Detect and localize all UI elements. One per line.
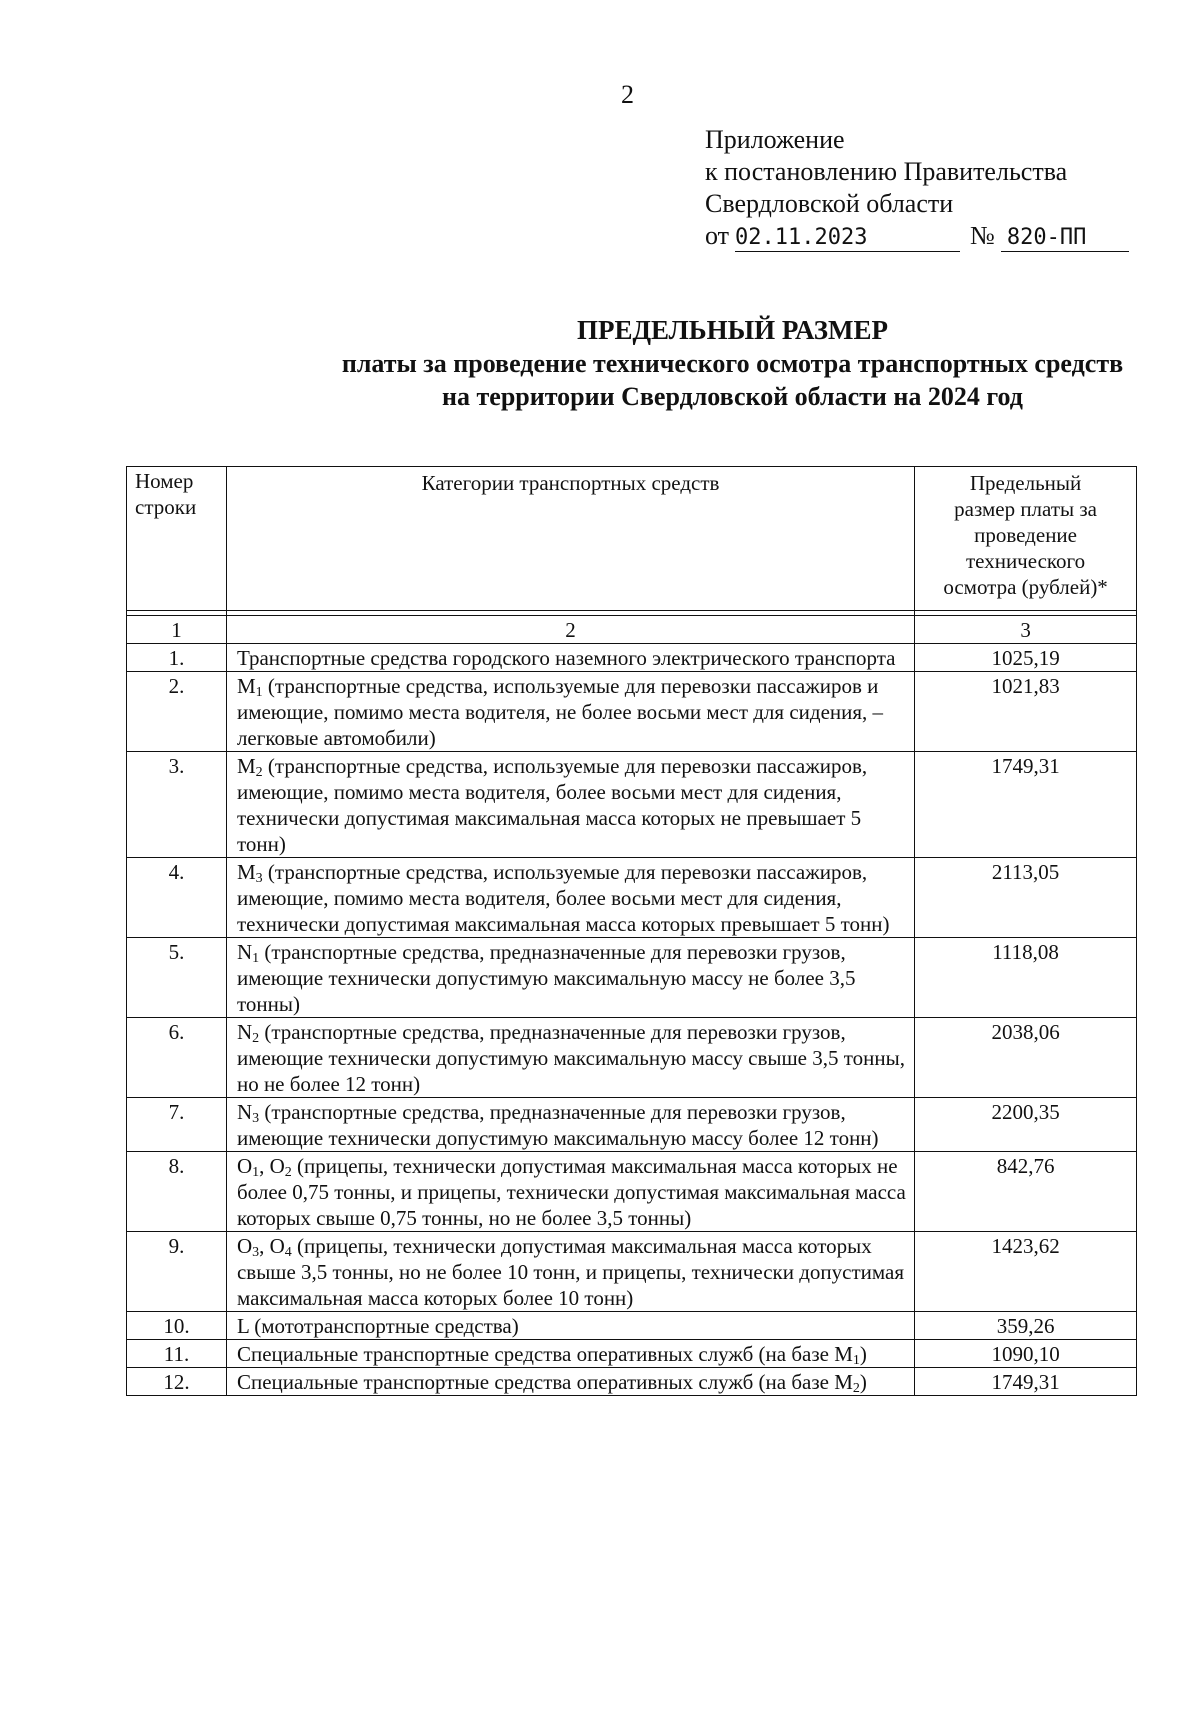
table-row: [127, 1312, 1137, 1340]
column-number-row: [127, 616, 1137, 644]
row-number: 6.: [127, 1018, 227, 1098]
table-row: [127, 858, 1137, 938]
row-fee: 1090,10: [915, 1340, 1137, 1368]
row-category: L (мототранспортные средства): [226, 1312, 914, 1340]
header-fee-line-5: осмотра (рублей)*: [943, 575, 1108, 599]
row-fee: 1021,83: [915, 672, 1137, 752]
row-fee: 2200,35: [915, 1098, 1137, 1152]
row-fee: 1118,08: [915, 938, 1137, 1018]
column-number-3: 3: [915, 616, 1137, 644]
header-row-number: [127, 467, 227, 611]
date-prefix: от: [705, 221, 730, 250]
appendix-title: Приложение: [705, 125, 845, 154]
table-header-row: [127, 467, 1137, 611]
header-num-line-1: Номер: [135, 469, 194, 493]
row-fee: 2038,06: [915, 1018, 1137, 1098]
table-row: [127, 1368, 1137, 1396]
row-number: 5.: [127, 938, 227, 1018]
row-number: 12.: [127, 1368, 227, 1396]
row-fee: 842,76: [915, 1152, 1137, 1232]
title-line-2: платы за проведение технического осмотра транспортных средств: [341, 349, 1124, 378]
table-row: [127, 1232, 1137, 1312]
decree-date: 02.11.2023: [735, 225, 960, 252]
row-fee: 1025,19: [915, 644, 1137, 672]
title-line-3: на территории Свердловской области на 2024 год: [442, 382, 1023, 411]
row-category: Специальные транспортные средства оперативных служб (на базе $M_2$): [226, 1368, 914, 1396]
header-fee-line-2: размер платы за: [954, 497, 1097, 521]
row-number: 7.: [127, 1098, 227, 1152]
table-row: [127, 752, 1137, 858]
table-row: [127, 1018, 1137, 1098]
table-row: [127, 1152, 1137, 1232]
table-row: [127, 1340, 1137, 1368]
row-fee: 1749,31: [915, 752, 1137, 858]
row-category: $M_3$ (транспортные средства, используемые для перевозки пассажиров, имеющие, помимо места водителя, более восьми мест для сидения, технически допустимая максимальная масса которых превышает 5 тонн): [226, 858, 914, 938]
appendix-date-line: [705, 220, 1129, 252]
document-title: [0, 314, 1200, 413]
header-fee-line-1: Предельный: [969, 471, 1082, 495]
row-fee: 1423,62: [915, 1232, 1137, 1312]
row-number: 8.: [127, 1152, 227, 1232]
row-number: 3.: [127, 752, 227, 858]
header-fee-line-4: технического: [965, 549, 1086, 573]
row-fee: 1749,31: [915, 1368, 1137, 1396]
column-number-2: 2: [226, 616, 914, 644]
table-row: [127, 672, 1137, 752]
row-category: Транспортные средства городского наземного электрического транспорта: [226, 644, 914, 672]
header-fee: [915, 467, 1137, 611]
table-row: [127, 644, 1137, 672]
appendix-reference: к постановлению Правительства: [705, 157, 1068, 186]
header-category: Категории транспортных средств: [226, 467, 914, 611]
row-number: 4.: [127, 858, 227, 938]
page-number: 2: [621, 80, 634, 109]
appendix-block: [705, 124, 1129, 252]
decree-number: 820-ПП: [1001, 225, 1129, 252]
appendix-region: Свердловской области: [705, 189, 954, 218]
row-fee: 2113,05: [915, 858, 1137, 938]
row-category: $O_1$, $O_2$ (прицепы, технически допустимая максимальная масса которых не более 0,75 тонны, и прицепы, технически допустимая максимальная масса которых свыше 0,75 тонны, но не более 3,5 тонны): [226, 1152, 914, 1232]
header-num-line-2: строки: [135, 495, 197, 519]
table-row: [127, 938, 1137, 1018]
row-category: $N_2$ (транспортные средства, предназначенные для перевозки грузов, имеющие технически допустимую максимальную массу свыше 3,5 тонны, но не более 12 тонн): [226, 1018, 914, 1098]
header-fee-line-3: проведение: [974, 523, 1077, 547]
row-number: 9.: [127, 1232, 227, 1312]
row-number: 2.: [127, 672, 227, 752]
row-number: 10.: [127, 1312, 227, 1340]
row-number: 11.: [127, 1340, 227, 1368]
table-row: [127, 1098, 1137, 1152]
title-line-1: ПРЕДЕЛЬНЫЙ РАЗМЕР: [576, 315, 889, 345]
column-number-1: 1: [127, 616, 227, 644]
row-category: $M_2$ (транспортные средства, используемые для перевозки пассажиров, имеющие, помимо места водителя, более восьми мест для сидения, технически допустимая максимальная масса которых не превышает 5 тонн): [226, 752, 914, 858]
row-category: $O_3$, $O_4$ (прицепы, технически допустимая максимальная масса которых свыше 3,5 тонны, но не более 10 тонн, и прицепы, технически допустимая максимальная масса которых более 10 тонн): [226, 1232, 914, 1312]
row-category: Специальные транспортные средства оперативных служб (на базе $M_1$): [226, 1340, 914, 1368]
row-category: $N_1$ (транспортные средства, предназначенные для перевозки грузов, имеющие технически допустимую максимальную массу не более 3,5 тонны): [226, 938, 914, 1018]
row-fee: 359,26: [915, 1312, 1137, 1340]
row-number: 1.: [127, 644, 227, 672]
row-category: $M_1$ (транспортные средства, используемые для перевозки пассажиров и имеющие, помимо места водителя, не более восьми мест для сидения, – легковые автомобили): [226, 672, 914, 752]
row-category: $N_3$ (транспортные средства, предназначенные для перевозки грузов, имеющие технически допустимую максимальную массу более 12 тонн): [226, 1098, 914, 1152]
fees-table: [126, 466, 1137, 1396]
number-sign: №: [970, 221, 995, 250]
